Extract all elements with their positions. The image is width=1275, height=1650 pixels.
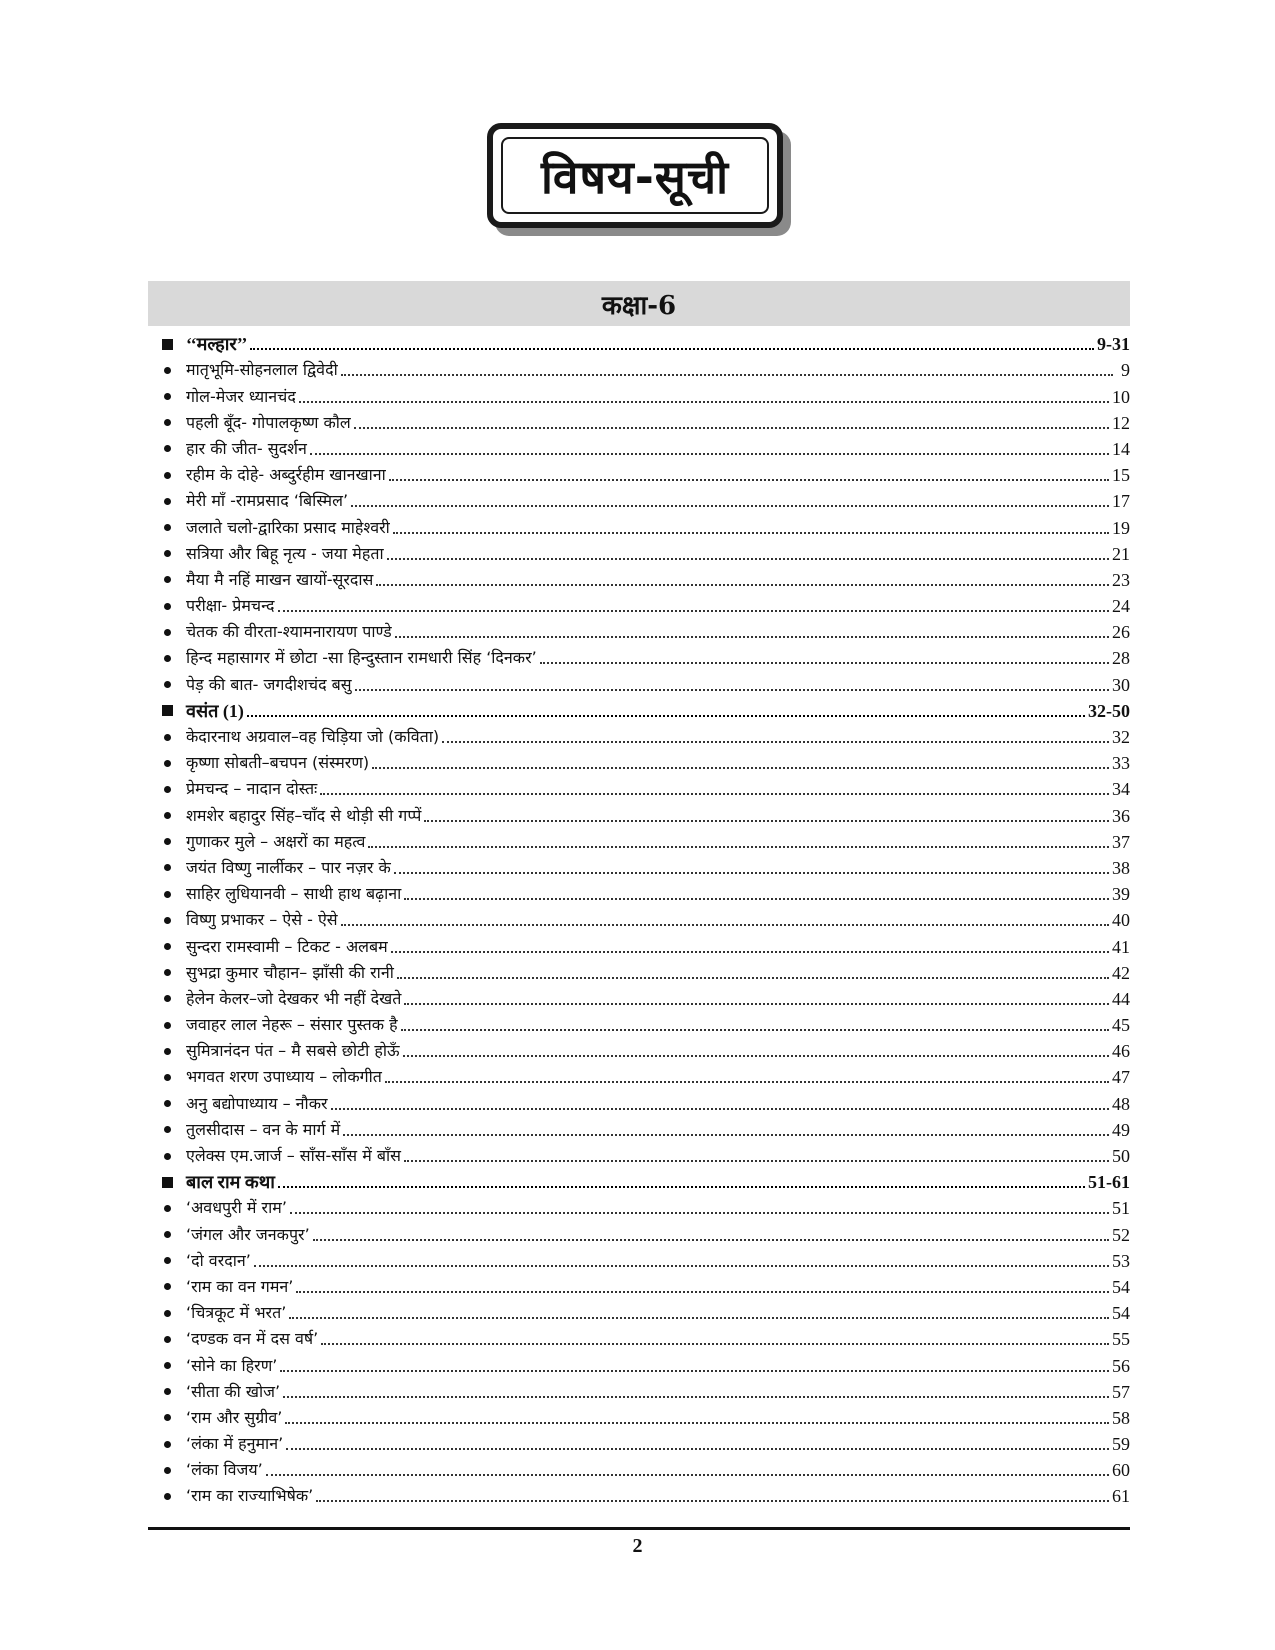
- toc-entry-page: 17: [1112, 491, 1130, 512]
- page-number: 2: [632, 1535, 643, 1557]
- toc-entry-page: 52: [1112, 1224, 1130, 1245]
- dot-leader: [278, 610, 1109, 612]
- title-frame: [487, 123, 783, 228]
- dot-leader: [397, 977, 1109, 979]
- dot-leader: [404, 1003, 1109, 1005]
- toc-entry-page: 49: [1112, 1119, 1130, 1140]
- toc-entry-title: ‘दो वरदान’: [186, 1250, 251, 1270]
- round-bullet-icon: [148, 1486, 186, 1506]
- toc-entry-title: गोल-मेजर ध्यानचंद: [186, 386, 296, 406]
- dot-leader: [372, 767, 1109, 769]
- toc-entry-title: गुणाकर मुले – अक्षरों का महत्व: [186, 831, 366, 851]
- dot-leader: [285, 1422, 1109, 1424]
- toc-entry-page: 51: [1112, 1198, 1130, 1219]
- toc-item-row: [148, 1035, 1130, 1061]
- toc-entry-title: केदारनाथ अग्रवाल–वह चिड़िया जो (कविता): [186, 727, 440, 746]
- round-bullet-icon: [148, 360, 186, 380]
- toc-entry-title: ‘सीता की खोज’: [186, 1381, 281, 1401]
- toc-entry-title: प्रेमचन्द – नादान दोस्तः: [186, 779, 318, 799]
- class-heading: कक्षा-6: [148, 281, 1130, 326]
- toc-item-row: [148, 904, 1130, 930]
- toc-entry-title: ‘‘मल्हार’’: [186, 334, 248, 355]
- round-bullet-icon: [148, 1067, 186, 1087]
- toc-entry-page: 54: [1112, 1303, 1130, 1324]
- toc-entry-title: हार की जीत- सुदर्शन: [186, 438, 307, 458]
- round-bullet-icon: [148, 413, 186, 433]
- toc-entry-title: विष्णु प्रभाकर – ऐसे - ऐसे: [186, 910, 338, 930]
- toc-entry-title: तुलसीदास – वन के मार्ग में: [186, 1119, 341, 1139]
- toc-item-row: [148, 380, 1130, 406]
- toc-item-row: [148, 433, 1130, 459]
- toc-section-row: [148, 1166, 1130, 1192]
- round-bullet-icon: [148, 387, 186, 407]
- title-frame-outer: [487, 123, 783, 228]
- dot-leader: [320, 793, 1109, 795]
- toc-entry-page: 36: [1112, 805, 1130, 826]
- round-bullet-icon: [148, 648, 186, 668]
- round-bullet-icon: [148, 491, 186, 511]
- round-bullet-icon: [148, 1460, 186, 1480]
- toc-entry-page: 38: [1112, 857, 1130, 878]
- toc-item-row: [148, 1376, 1130, 1402]
- round-bullet-icon: [148, 884, 186, 904]
- dot-leader: [280, 1370, 1109, 1372]
- toc-entry-page: 12: [1112, 412, 1130, 433]
- toc-entry-page: 54: [1112, 1276, 1130, 1297]
- toc-entry-page: 45: [1112, 1015, 1130, 1036]
- toc-item-row: [148, 773, 1130, 799]
- toc-entry-page: 56: [1112, 1355, 1130, 1376]
- round-bullet-icon: [148, 1198, 186, 1218]
- toc-entry-title: बाल राम कथा: [186, 1172, 275, 1193]
- toc-entry-title: पेड़ की बात- जगदीशचंद बसु: [186, 674, 352, 694]
- dot-leader: [424, 820, 1109, 822]
- round-bullet-icon: [148, 1382, 186, 1402]
- round-bullet-icon: [148, 1120, 186, 1140]
- toc-item-row: [148, 538, 1130, 564]
- toc-entry-page: 40: [1112, 910, 1130, 931]
- dot-leader: [376, 584, 1109, 586]
- dot-leader: [393, 532, 1109, 534]
- toc-item-row: [148, 983, 1130, 1009]
- round-bullet-icon: [148, 465, 186, 485]
- toc-entry-title: ‘दण्डक वन में दस वर्ष’: [186, 1329, 319, 1349]
- toc-entry-page: 46: [1112, 1041, 1130, 1062]
- toc-entry-page: 15: [1112, 465, 1130, 486]
- toc-item-row: [148, 1009, 1130, 1035]
- toc-entry-page: 53: [1112, 1250, 1130, 1271]
- toc-entry-page: 14: [1112, 438, 1130, 459]
- toc-entry-title: रहीम के दोहे- अब्दुर्रहीम खानखाना: [186, 465, 386, 485]
- toc-entry-page: 9: [1121, 360, 1130, 381]
- toc-entry-title: ‘राम का राज्याभिषेक’: [186, 1486, 314, 1506]
- toc-entry-page: 50: [1112, 1146, 1130, 1166]
- toc-item-row: [148, 878, 1130, 904]
- toc-entry-title: हेलेन केलर–जो देखकर भी नहीं देखते: [186, 988, 402, 1008]
- dot-leader: [385, 1081, 1109, 1083]
- dot-leader: [368, 846, 1109, 848]
- toc-item-row: [148, 721, 1130, 747]
- toc-entry-page: 34: [1112, 779, 1130, 800]
- toc-item-row: [148, 1480, 1130, 1506]
- toc-entry-title: जलाते चलो-द्वारिका प्रसाद माहेश्वरी: [186, 517, 390, 537]
- round-bullet-icon: [148, 832, 186, 852]
- toc-item-row: [148, 799, 1130, 825]
- dot-leader: [394, 872, 1109, 874]
- toc-entry-page: 47: [1112, 1067, 1130, 1088]
- toc-item-row: [148, 1218, 1130, 1244]
- round-bullet-icon: [148, 518, 186, 538]
- toc-entry-page: 37: [1112, 831, 1130, 852]
- toc-entry-page: 21: [1112, 543, 1130, 564]
- round-bullet-icon: [148, 937, 186, 957]
- dot-leader: [540, 662, 1109, 664]
- round-bullet-icon: [148, 1225, 186, 1245]
- toc-entry-title: ‘लंका विजय’: [186, 1460, 263, 1480]
- round-bullet-icon: [148, 544, 186, 564]
- dot-leader: [395, 636, 1109, 638]
- toc-entry-title: ‘अवधपुरी में राम’: [186, 1198, 287, 1218]
- toc-entry-title: सुन्दरा रामस्वामी – टिकट - अलबम: [186, 936, 388, 956]
- toc-item-row: [148, 407, 1130, 433]
- dot-leader: [343, 1134, 1109, 1136]
- round-bullet-icon: [148, 1277, 186, 1297]
- table-of-contents: [148, 328, 1130, 1506]
- round-bullet-icon: [148, 675, 186, 695]
- round-bullet-icon: [148, 570, 186, 590]
- toc-item-row: [148, 564, 1130, 590]
- toc-entry-title: हिन्द महासागर में छोटा -सा हिन्दुस्तान रामधारी सिंह ‘दिनकर’: [186, 648, 537, 668]
- square-bullet-icon: [148, 701, 186, 721]
- round-bullet-icon: [148, 439, 186, 459]
- dot-leader: [247, 715, 1085, 717]
- toc-entry-title: शमशेर बहादुर सिंह–चाँद से थोड़ी सी गप्पें: [186, 805, 422, 825]
- toc-item-row: [148, 485, 1130, 511]
- toc-item-row: [148, 930, 1130, 956]
- toc-entry-page: 39: [1112, 884, 1130, 905]
- toc-entry-page: 23: [1112, 569, 1130, 590]
- dot-leader: [296, 1291, 1109, 1293]
- toc-entry-title: ‘राम और सुग्रीव’: [186, 1407, 283, 1427]
- toc-item-row: [148, 1349, 1130, 1375]
- toc-item-row: [148, 826, 1130, 852]
- toc-item-row: [148, 1192, 1130, 1218]
- toc-item-row: [148, 1140, 1130, 1166]
- round-bullet-icon: [148, 1041, 186, 1061]
- dot-leader: [355, 689, 1109, 691]
- toc-item-row: [148, 1454, 1130, 1480]
- toc-entry-page: 44: [1112, 988, 1130, 1009]
- toc-entry-title: कृष्णा सोबती–बचपन (संस्मरण): [186, 753, 370, 773]
- dot-leader: [351, 505, 1109, 507]
- dot-leader: [403, 1055, 1109, 1057]
- dot-leader: [321, 1343, 1109, 1345]
- toc-entry-title: एलेक्स एम.जार्ज – साँस-साँस में बाँस: [186, 1146, 401, 1165]
- dot-leader: [310, 453, 1109, 455]
- toc-entry-title: सुभद्रा कुमार चौहान– झाँसी की रानी: [186, 962, 394, 982]
- toc-entry-page: 28: [1112, 648, 1130, 669]
- square-bullet-icon: [148, 334, 186, 354]
- dot-leader: [391, 951, 1109, 953]
- toc-item-row: [148, 1428, 1130, 1454]
- toc-entry-page: 55: [1112, 1329, 1130, 1350]
- toc-entry-page: 48: [1112, 1093, 1130, 1114]
- toc-entry-title: ‘राम का वन गमन’: [186, 1276, 294, 1296]
- toc-item-row: [148, 852, 1130, 878]
- toc-item-row: [148, 354, 1130, 380]
- round-bullet-icon: [148, 1094, 186, 1114]
- toc-item-row: [148, 1323, 1130, 1349]
- toc-item-row: [148, 1061, 1130, 1087]
- dot-leader: [404, 898, 1109, 900]
- toc-section-row: [148, 695, 1130, 721]
- toc-entry-title: सत्रिया और बिहू नृत्य - जया मेहता: [186, 543, 384, 563]
- round-bullet-icon: [148, 1015, 186, 1035]
- toc-entry-page: 30: [1112, 674, 1130, 695]
- dot-leader: [254, 1265, 1109, 1267]
- round-bullet-icon: [148, 622, 186, 642]
- toc-entry-page: 51-61: [1088, 1172, 1130, 1193]
- toc-item-row: [148, 1245, 1130, 1271]
- round-bullet-icon: [148, 1408, 186, 1428]
- toc-entry-title: ‘जंगल और जनकपुर’: [186, 1224, 310, 1244]
- footer-rule: [148, 1527, 1130, 1530]
- dot-leader: [341, 924, 1109, 926]
- toc-entry-title: मेरी माँ -रामप्रसाद ‘बिस्मिल’: [186, 491, 349, 511]
- dot-leader: [341, 374, 1113, 376]
- toc-item-row: [148, 1114, 1130, 1140]
- dot-leader: [289, 1317, 1109, 1319]
- toc-entry-title: साहिर लुधियानवी – साथी हाथ बढ़ाना: [186, 884, 402, 904]
- toc-section-row: [148, 328, 1130, 354]
- round-bullet-icon: [148, 1251, 186, 1271]
- toc-item-row: [148, 747, 1130, 773]
- toc-entry-page: 24: [1112, 596, 1130, 617]
- toc-entry-title: पहली बूँद- गोपालकृष्ण कौल: [186, 412, 351, 432]
- dot-leader: [266, 1474, 1109, 1476]
- page-title: विषय-सूची: [501, 137, 769, 214]
- toc-entry-title: ‘चित्रकूट में भरत’: [186, 1303, 287, 1323]
- toc-item-row: [148, 668, 1130, 694]
- toc-entry-page: 59: [1112, 1434, 1130, 1455]
- toc-entry-page: 61: [1112, 1486, 1130, 1507]
- round-bullet-icon: [148, 753, 186, 773]
- toc-entry-page: 60: [1112, 1460, 1130, 1481]
- toc-entry-title: ‘लंका में हनुमान’: [186, 1434, 284, 1454]
- round-bullet-icon: [148, 989, 186, 1009]
- toc-entry-title: जवाहर लाल नेहरू – संसार पुस्तक है: [186, 1015, 398, 1035]
- toc-entry-title: जयंत विष्णु नार्लीकर – पार नज़र के: [186, 857, 391, 877]
- toc-entry-title: सुमित्रानंदन पंत – मै सबसे छोटी होऊँ: [186, 1041, 400, 1061]
- toc-item-row: [148, 511, 1130, 537]
- toc-entry-page: 32-50: [1088, 700, 1130, 721]
- dot-leader: [401, 1029, 1109, 1031]
- toc-entry-title: मैया मै नहिं माखन खायों-सूरदास: [186, 569, 374, 589]
- toc-entry-page: 32: [1112, 727, 1130, 747]
- dot-leader: [278, 1186, 1085, 1188]
- toc-item-row: [148, 1402, 1130, 1428]
- dot-leader: [387, 558, 1109, 560]
- toc-item-row: [148, 957, 1130, 983]
- round-bullet-icon: [148, 1329, 186, 1349]
- round-bullet-icon: [148, 858, 186, 878]
- toc-entry-title: भगवत शरण उपाध्याय – लोकगीत: [186, 1067, 382, 1087]
- toc-item-row: [148, 1271, 1130, 1297]
- dot-leader: [250, 348, 1094, 350]
- round-bullet-icon: [148, 1303, 186, 1323]
- dot-leader: [283, 1396, 1109, 1398]
- toc-entry-title: मातृभूमि-सोहनलाल द्विवेदी: [186, 360, 338, 380]
- dot-leader: [313, 1239, 1109, 1241]
- round-bullet-icon: [148, 806, 186, 826]
- dot-leader: [299, 401, 1109, 403]
- round-bullet-icon: [148, 596, 186, 616]
- toc-entry-page: 58: [1112, 1407, 1130, 1428]
- round-bullet-icon: [148, 1146, 186, 1166]
- toc-entry-page: 26: [1112, 622, 1130, 643]
- toc-entry-page: 19: [1112, 517, 1130, 538]
- round-bullet-icon: [148, 1356, 186, 1376]
- round-bullet-icon: [148, 910, 186, 930]
- dot-leader: [290, 1212, 1109, 1214]
- square-bullet-icon: [148, 1172, 186, 1192]
- toc-entry-page: 41: [1112, 936, 1130, 957]
- toc-entry-page: 10: [1112, 386, 1130, 407]
- toc-item-row: [148, 590, 1130, 616]
- dot-leader: [442, 741, 1109, 743]
- toc-entry-title: वसंत (1): [186, 700, 244, 721]
- dot-leader: [389, 479, 1109, 481]
- round-bullet-icon: [148, 779, 186, 799]
- toc-item-row: [148, 616, 1130, 642]
- toc-entry-title: परीक्षा- प्रेमचन्द: [186, 596, 275, 616]
- toc-item-row: [148, 1087, 1130, 1113]
- toc-item-row: [148, 459, 1130, 485]
- round-bullet-icon: [148, 727, 186, 747]
- toc-entry-title: चेतक की वीरता-श्यामनारायण पाण्डे: [186, 622, 392, 642]
- toc-entry-page: 9-31: [1097, 334, 1130, 355]
- dot-leader: [354, 427, 1109, 429]
- toc-entry-page: 33: [1112, 753, 1130, 774]
- toc-item-row: [148, 642, 1130, 668]
- toc-entry-page: 42: [1112, 962, 1130, 983]
- round-bullet-icon: [148, 963, 186, 983]
- dot-leader: [404, 1160, 1109, 1162]
- toc-entry-title: ‘सोने का हिरण’: [186, 1355, 278, 1375]
- dot-leader: [316, 1500, 1109, 1502]
- dot-leader: [286, 1448, 1109, 1450]
- dot-leader: [331, 1108, 1109, 1110]
- toc-item-row: [148, 1297, 1130, 1323]
- round-bullet-icon: [148, 1434, 186, 1454]
- toc-entry-title: अनु बद्योपाध्याय – नौकर: [186, 1093, 328, 1113]
- toc-entry-page: 57: [1112, 1381, 1130, 1402]
